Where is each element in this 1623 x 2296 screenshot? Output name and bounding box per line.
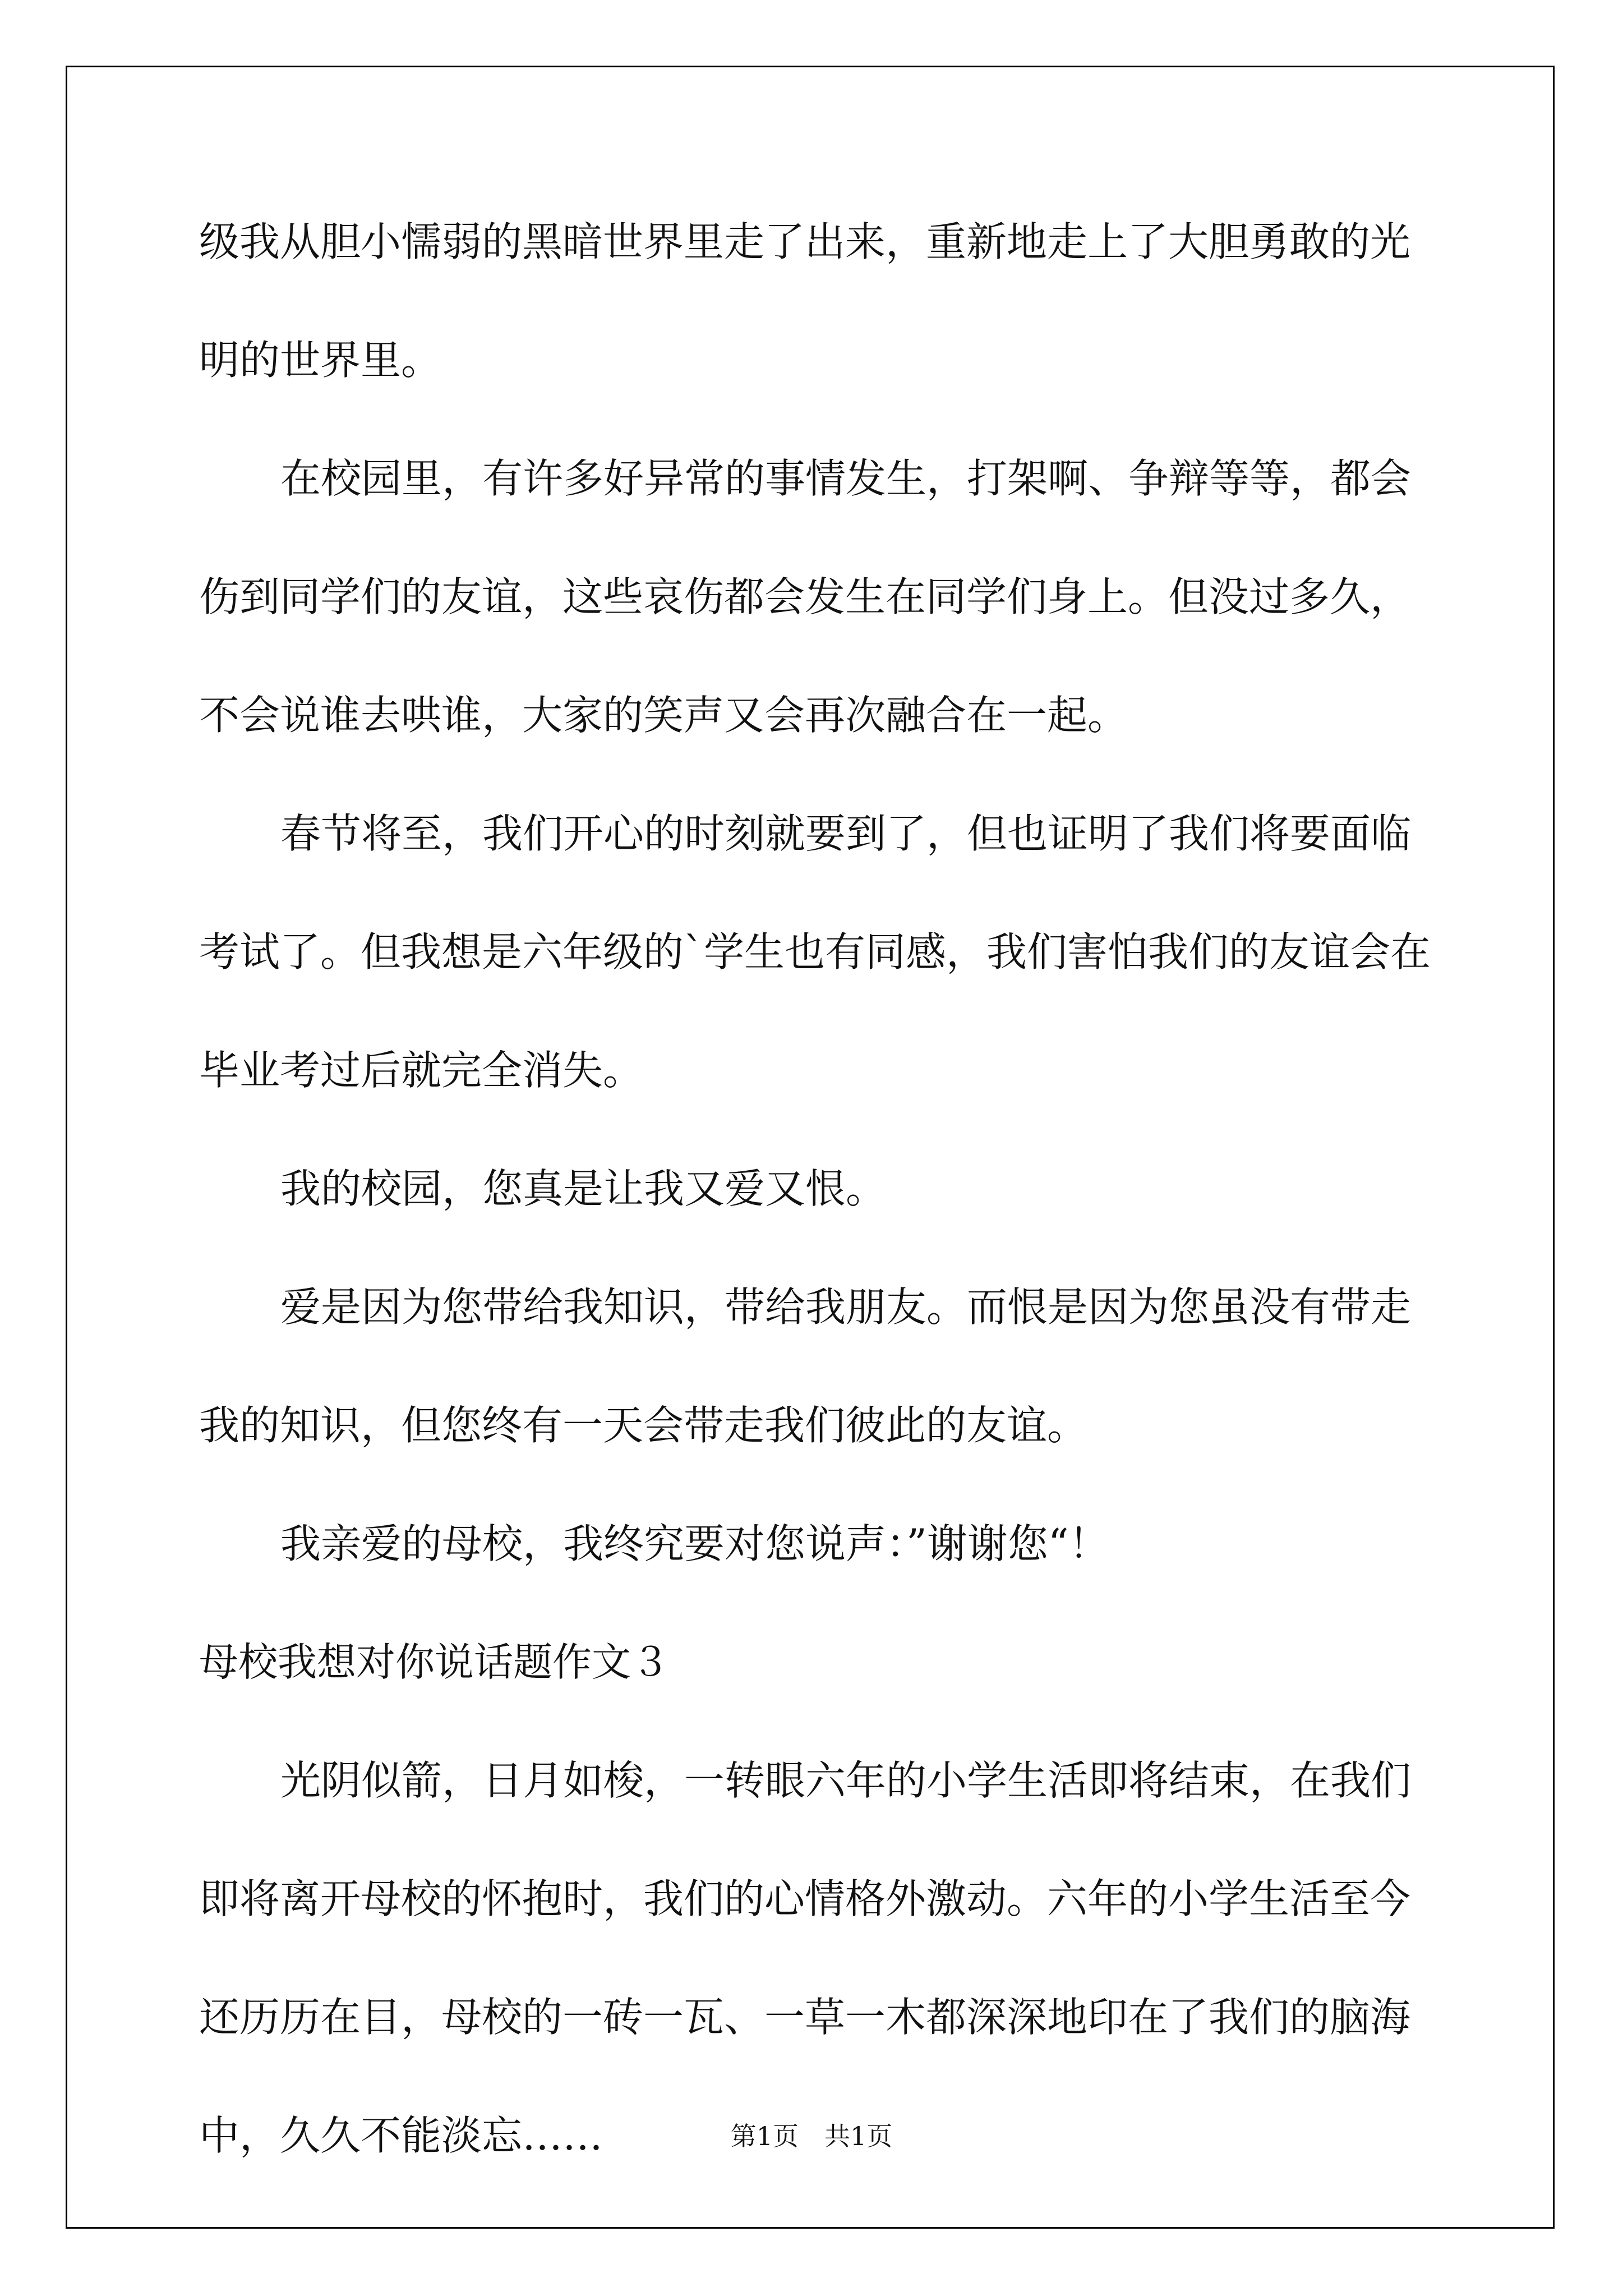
paragraph-start: 爱是因为您带给我知识，带给我朋友。而恨是因为您虽没有带走 xyxy=(280,1283,1412,1331)
paragraph-start: 在校园里，有许多好异常的事情发生，打架啊、争辩等等，都会 xyxy=(280,455,1412,502)
section-heading: 母校我想对你说话题作文３ xyxy=(199,1639,670,1685)
text-line: 不会说谁去哄谁，大家的笑声又会再次融合在一起。 xyxy=(199,692,1128,739)
text-line: 毕业考过后就完全消失。 xyxy=(199,1047,644,1094)
document-body xyxy=(199,218,1431,2159)
text-line: 明的世界里。 xyxy=(199,337,442,384)
paragraph-start: 春节将至，我们开心的时刻就要到了，但也证明了我们将要面临 xyxy=(280,810,1412,857)
paragraph-start: 我亲爱的母校，我终究要对您说声：”谢谢您“！ xyxy=(280,1520,1109,1567)
text-line: 伤到同学们的友谊，这些哀伤都会发生在同学们身上。但没过多久， xyxy=(199,573,1411,620)
text-line: 中，久久不能淡忘…… xyxy=(199,2112,603,2159)
text-line: 还历历在目，母校的一砖一瓦、一草一木都深深地印在了我们的脑海 xyxy=(199,1994,1411,2041)
paragraph-start: 光阴似箭，日月如梭，一转眼六年的小学生活即将结束，在我们 xyxy=(280,1757,1412,1804)
paragraph-start: 我的校园，您真是让我又爱又恨。 xyxy=(280,1165,887,1212)
text-line: 我的知识，但您终有一天会带走我们彼此的友谊。 xyxy=(199,1402,1088,1449)
text-line: 级我从胆小懦弱的黑暗世界里走了出来，重新地走上了大胆勇敢的光 xyxy=(199,218,1411,265)
page-number-footer: 第1页 共1页 xyxy=(730,2121,893,2151)
text-line: 即将离开母校的怀抱时，我们的心情格外激动。六年的小学生活至今 xyxy=(199,1875,1411,1922)
text-line: 考试了。但我想是六年级的`学生也有同感，我们害怕我们的友谊会在 xyxy=(199,928,1431,976)
